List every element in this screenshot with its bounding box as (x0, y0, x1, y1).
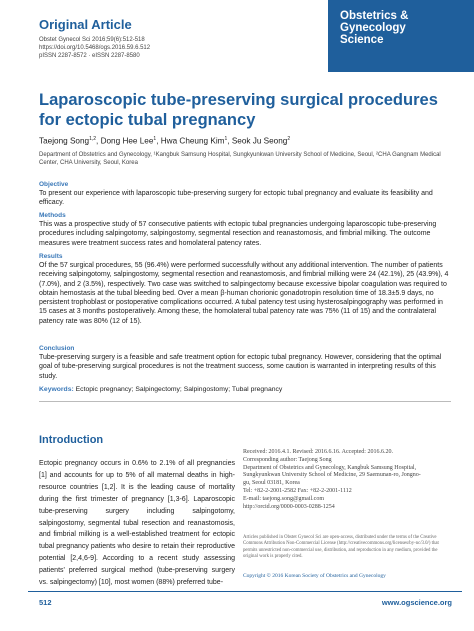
author-affiliation-mark: 1,2 (89, 136, 97, 142)
license-note: Articles published in Obstet Gynecol Sci are open-access, distributed under the terms of the Creative Commons Attribution Non-Commercial License (http://creativecommons.org/licenses/by-nc/3.0/) that permits unrestricted non-commercial use, distribution, and reproduction in any medium, provided the original work is properly cited. (243, 535, 439, 559)
corresponding-author: Corresponding author: Taejong Song (243, 456, 332, 463)
author-affiliation-mark: 1 (224, 136, 228, 142)
section-label: Conclusion (39, 345, 75, 352)
header (0, 0, 474, 70)
author-list: Taejong Song$^{1,2}$, Dong Hee Lee$^1$, Hwa Cheung Kim$^1$, Seok Ju Seong$^2$ (39, 136, 291, 146)
copyright: Copyright © 2016 Korean Society of Obstetrics and Gynecology (243, 573, 386, 579)
journal-logo (328, 0, 474, 72)
article-type: Original Article (39, 17, 132, 32)
journal-website-link[interactable]: www.ogscience.org (381, 598, 452, 607)
section-text: To present our experience with laparoscopic tube-preserving surgery for ectopic tubal pregnancy and evaluate its feasibility and efficacy. (39, 190, 433, 207)
author-name: Hwa Cheung Kim (160, 136, 225, 146)
article-dates: Received: 2016.4.1. Revised: 2016.6.16. Accepted: 2016.6.20. (243, 449, 393, 455)
journal-name-line: Gynecology (340, 22, 406, 34)
author-affiliation-mark: 1 (153, 136, 157, 142)
section-label: Objective (39, 181, 69, 188)
author-name: Dong Hee Lee (100, 136, 154, 146)
section-text: Tube-preserving surgery is a feasible and safe treatment option for ectopic tubal pregnancy. However, considering that the optimal goal of tube-preserving surgical procedures is not the treatment success, some caution is warranted in interpreting results of this study. (39, 354, 442, 380)
corresponding-email[interactable]: E-mail: taejong.song@gmail.com (243, 495, 325, 502)
keywords (39, 386, 282, 393)
issn: pISSN 2287-8572 · eISSN 2287-8580 (39, 53, 140, 59)
introduction-text: Ectopic pregnancy occurs in 0.6% to 2.1% of all pregnancies [1] and accounts for up to 5% of all maternal deaths in high-resource countries [1,2]. It is the leading cause of mortality during the first trimester of pregnancy [1,3-6]. Laparoscopic tube-preserving surgery including salpingotomy, salpingostomy, segmental tubal resection and reanastomosis, and fimbrial milking is a well-established treatment for ectopic tubal pregnancy patients who desire to retain their reproductive potential [2,4,6-9]. According to a recent study assessing patients' preferred surgical method (tube-preserving surgery vs. salpingectomy) [10], most women (88%) preferred tube- (39, 460, 235, 587)
divider (39, 401, 451, 402)
section-text: This was a prospective study of 57 consecutive patients with ectopic tubal pregnancies undergoing laparoscopic tube-preserving procedures including salpingotomy, salpingostomy, segmental resection and reanastomosis, and fimbrial milking. The outcome measures were treatment success rates and homolateral patency rates. (39, 221, 437, 247)
abstract-methods (39, 211, 451, 248)
orcid-link[interactable]: http://orcid.org/0000-0003-0288-1254 (243, 503, 335, 510)
footer-divider (28, 591, 462, 592)
abstract-results (39, 252, 451, 326)
page-number: 512 (39, 598, 52, 607)
abstract-objective (39, 180, 451, 208)
affiliation: Department of Obstetrics and Gynecology, ¹Kangbuk Samsung Hospital, Sungkyunkwan University School of Medicine, Seoul, ²CHA Gangnam Medical Center, CHA University, Seoul, Korea (39, 152, 441, 166)
author-name: Taejong Song (39, 136, 90, 146)
keywords-label: Keywords: (39, 386, 74, 393)
introduction-heading: Introduction (39, 434, 104, 446)
section-label: Results (39, 253, 63, 260)
corresponding-department: Department of Obstetrics and Gynecology, Kangbuk Samsung Hospital, (243, 464, 417, 471)
corresponding-phone: Tel: +82-2-2001-2582 Fax: +82-2-2001-1112 (243, 487, 352, 494)
author-name: Seok Ju Seong (231, 136, 288, 146)
article-title: Laparoscopic tube-preserving surgical procedures for ectopic tubal pregnancy (39, 91, 438, 129)
journal-reference (39, 36, 150, 60)
journal-name-line: Obstetrics & (340, 10, 409, 22)
abstract-conclusion (39, 344, 451, 381)
author-affiliation-mark: 2 (287, 136, 291, 142)
journal-name-line: Science (340, 34, 384, 46)
section-label: Methods (39, 212, 66, 219)
citation: Obstet Gynecol Sci 2016;59(6):512-518 (39, 37, 145, 43)
keywords-list: Ectopic pregnancy; Salpingectomy; Salpingostomy; Tubal pregnancy (75, 386, 283, 393)
doi-link[interactable]: https://doi.org/10.5468/ogs.2016.59.6.512 (39, 45, 151, 51)
section-text: Of the 57 surgical procedures, 55 (96.4%) were performed successfully without any additional intervention. The number of patients receiving salpingotomy, salpingostomy, segmental resection and reanastomosis, and fimbrial milking were 24 (42.1%), 25 (43.9%), 4 (7.0%), and 2 (3.5%), respectively. Two case was switched to salpingectomy because excessive bipolar coagulation was required to obtain hemostasis at the tubal bleeding bed. Over a mean β-human chorionic gonadotropin resolution time of 18.3±5.9 days, no persistent trophoblast or postoperative complications occurred. A tubal patency test using hysterosalpingography was performed in 15 cases at 3 months postoperatively. Among these, the homolateral tubal patency rate was 75% (11 of 15) and the contralateral patency rate was 80% (12 of 15). (39, 262, 449, 325)
corresponding-city: gu, Seoul 03181, Korea (243, 480, 300, 487)
corresponding-school: Sungkyunkwan University School of Medicine, 29 Saemunan-ro, Jongno- (243, 472, 421, 479)
article-info (243, 449, 453, 511)
